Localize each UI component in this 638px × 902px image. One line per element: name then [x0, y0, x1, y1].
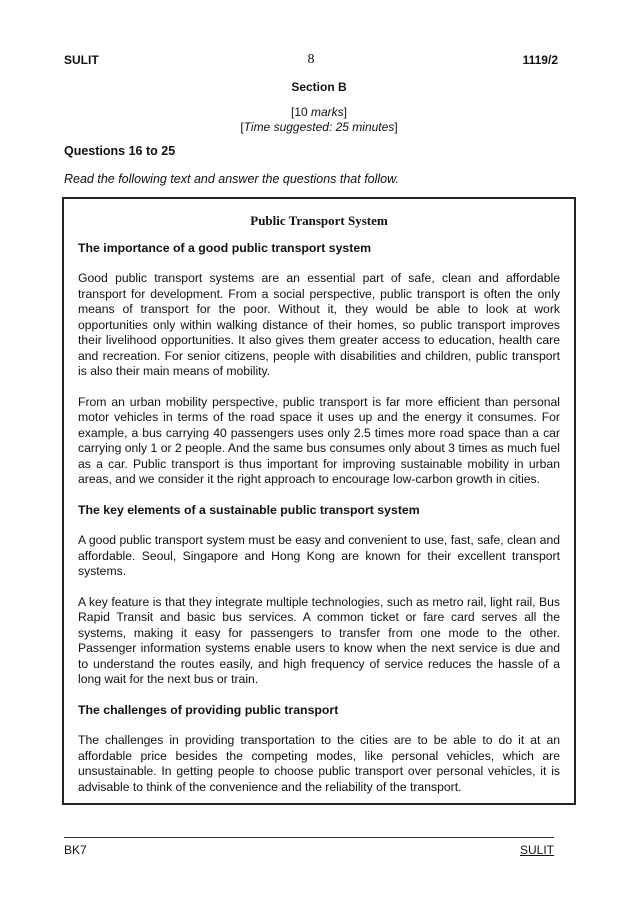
section-time	[0, 120, 638, 134]
time-text: Time suggested: 25 minutes	[243, 120, 395, 134]
subheading-key-elements: The key elements of a sustainable public transport system	[78, 502, 420, 517]
paragraph: A good public transport system must be easy and convenient to use, fast, safe, clean and affordable. Seoul, Singapore and Hong Kong are known for their excellent transport systems.	[78, 533, 560, 578]
time-close: ]	[394, 120, 398, 134]
subheading-challenges: The challenges of providing public transport	[78, 702, 339, 717]
paragraph: A key feature is that they integrate multiple technologies, such as metro rail, light rail, Bus Rapid Transit and basic bus services. A common ticket or fare card serves all the systems, making it easy for passengers to transfer from one mode to the other. Passenger information systems enable users to know when the next service is due and to understand the routes easily, and high frequency of service reduces the hassle of a long wait for the next bus or train.	[78, 594, 560, 686]
footer-divider	[64, 837, 554, 838]
subheading-importance: The importance of a good public transport system	[78, 240, 372, 255]
marks-word: marks	[311, 105, 344, 119]
page-header	[64, 53, 558, 73]
header-classification: SULIT	[64, 53, 99, 67]
paragraph: From an urban mobility perspective, public transport is far more efficient than personal motor vehicles in terms of the road space it uses up and the energy it consumes. For example, a bus carrying 40 passengers uses only 2.5 times more road space than a car carrying only 1 or 2 people. And the same bus consumes only about 3 times as much fuel as a car. Public transport is thus important for improving sustainable mobility in urban areas, and we consider it the right approach to encourage low-carbon growth in cities.	[78, 394, 560, 486]
paper-code: 1119/2	[522, 53, 558, 67]
paragraph: The challenges in providing transportation to the cities are to be able to do it at an affordable price besides the competing modes, like personal vehicles, which are unsustainable. In getting people to choose public transport over personal vehicles, it is advisable to think of the convenience and the reliability of the transport.	[78, 733, 560, 794]
section-title: Section B	[291, 80, 347, 94]
instruction-text: Read the following text and answer the questions that follow.	[64, 172, 399, 186]
footer-classification: SULIT	[519, 843, 554, 857]
paragraph: Good public transport systems are an essential part of safe, clean and affordable transport for development. From a social perspective, public transport is often the only means of transport for the poor. Without it, they would be able to look at work opportunities only within walking distance of their homes, so public transport improves their livelihood opportunities. It also gives them greater access to education, health care and recreation. For senior citizens, people with disabilities and children, public transport is also their main means of mobility.	[78, 271, 560, 378]
section-marks	[0, 105, 638, 119]
passage-box	[62, 197, 576, 805]
passage-title: Public Transport System	[250, 213, 388, 228]
time-open: [	[240, 120, 244, 134]
marks-open: [10	[290, 105, 311, 119]
page-number: 8	[307, 52, 315, 67]
footer-code: BK7	[64, 843, 87, 857]
marks-close: ]	[343, 105, 348, 119]
questions-heading: Questions 16 to 25	[64, 144, 176, 158]
